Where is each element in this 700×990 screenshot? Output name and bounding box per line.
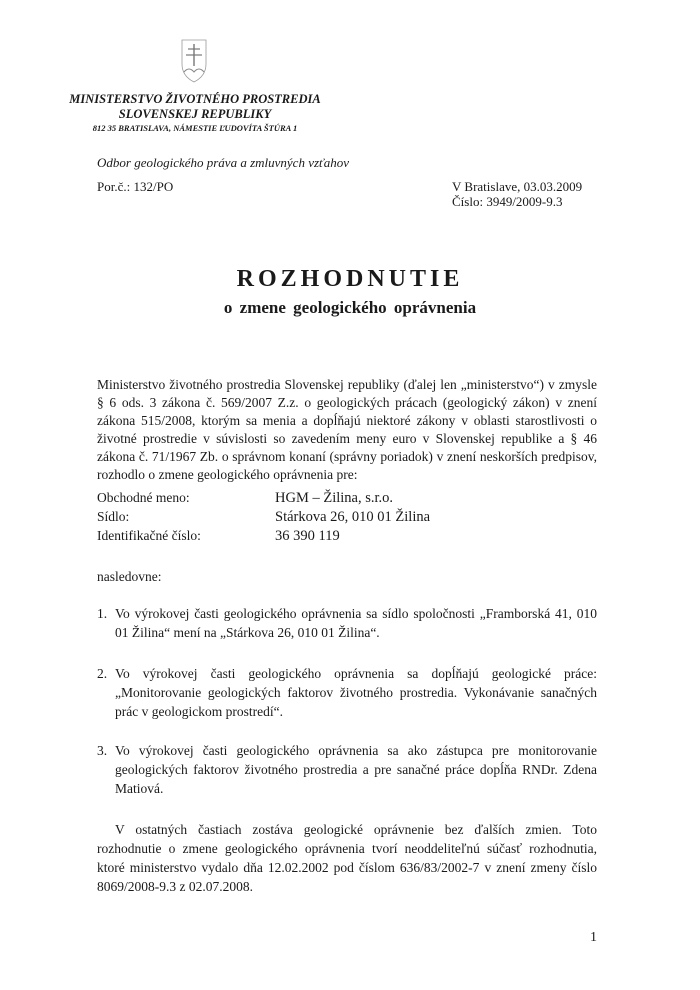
department-name: Odbor geologického práva a zmluvných vzťahov bbox=[97, 155, 350, 170]
company-name-value: HGM – Žilina, s.r.o. bbox=[275, 490, 394, 506]
ministry-name-line1: MINISTERSTVO ŽIVOTNÉHO PROSTREDIA bbox=[69, 92, 321, 106]
company-name-label: Obchodné meno: bbox=[97, 490, 190, 505]
document-title: ROZHODNUTIE bbox=[236, 266, 464, 292]
item-number: 3. bbox=[97, 743, 108, 758]
decision-item-3 bbox=[97, 741, 597, 798]
item-number: 1. bbox=[97, 606, 108, 621]
company-seat-value: Stárkova 26, 010 01 Žilina bbox=[275, 509, 431, 525]
reference-number: Por.č.: 132/PO bbox=[97, 179, 174, 194]
company-id-value: 36 390 119 bbox=[275, 528, 340, 544]
ministry-address: 812 35 BRATISLAVA, NÁMESTIE ĽUDOVÍTA ŠTÚRA 1 bbox=[92, 123, 298, 133]
decision-item-1 bbox=[97, 604, 597, 642]
item-text: Vo výrokovej časti geologického oprávnenia sa ako zástupca pre monitorovanie geologických faktorov životného prostredia a pre sanačné práce dopĺňa RNDr. Zdena Matiová. bbox=[115, 743, 597, 796]
closing-paragraph: V ostatných častiach zostáva geologické oprávnenie bez ďalších zmien. Toto rozhodnutie o zmene geologického oprávnenia tvorí neoddeliteľnú súčasť rozhodnutia, ktoré ministerstvo vydalo dňa 12.02.2002 pod číslom 636/83/2002-7 v znení zmeny číslo 8069/2008-9.3 z 02.07.2008. bbox=[97, 822, 597, 894]
date-block bbox=[452, 179, 582, 209]
page-number: 1 bbox=[590, 930, 597, 945]
company-seat-label: Sídlo: bbox=[97, 509, 130, 524]
ministry-header bbox=[60, 92, 330, 135]
state-emblem-icon bbox=[178, 38, 210, 84]
item-text: Vo výrokovej časti geologického oprávnenia sa dopĺňajú geologické práce: „Monitorovanie geologických faktorov životného prostredia. Vykonávanie sanačných prác v geologickom prostredí“. bbox=[115, 666, 597, 719]
item-text: Vo výrokovej časti geologického oprávnenia sa sídlo spoločnosti „Framborská 41, 010 01 Žilina“ mení na „Stárkova 26, 010 01 Žilina“. bbox=[115, 606, 597, 640]
nasledovne-label: nasledovne: bbox=[97, 569, 162, 584]
intro-paragraph: Ministerstvo životného prostredia Slovenskej republiky (ďalej len „ministerstvo“) v zmysle § 6 ods. 3 zákona č. 569/2007 Z.z. o geologických prácach (geologický zákon) v znení zákona 515/2008, ktorým sa menia a dopĺňajú niektoré zákony v oblasti starostlivosti o životné prostredie v súvislosti so zavedením meny euro v Slovenskej republike a § 46 zákona č. 71/1967 Zb. o správnom konaní (správny poriadok) v znení neskorších predpisov, rozhodlo o zmene geologického oprávnenia pre: bbox=[97, 377, 597, 482]
item-number: 2. bbox=[97, 666, 108, 681]
document-subtitle: o zmene geologického oprávnenia bbox=[223, 298, 477, 317]
ministry-name-line2: SLOVENSKEJ REPUBLIKY bbox=[118, 107, 272, 121]
document-number: Číslo: 3949/2009-9.3 bbox=[452, 194, 563, 209]
place-date: V Bratislave, 03.03.2009 bbox=[452, 179, 583, 194]
company-id-label: Identifikačné číslo: bbox=[97, 528, 201, 543]
decision-item-2 bbox=[97, 664, 597, 721]
